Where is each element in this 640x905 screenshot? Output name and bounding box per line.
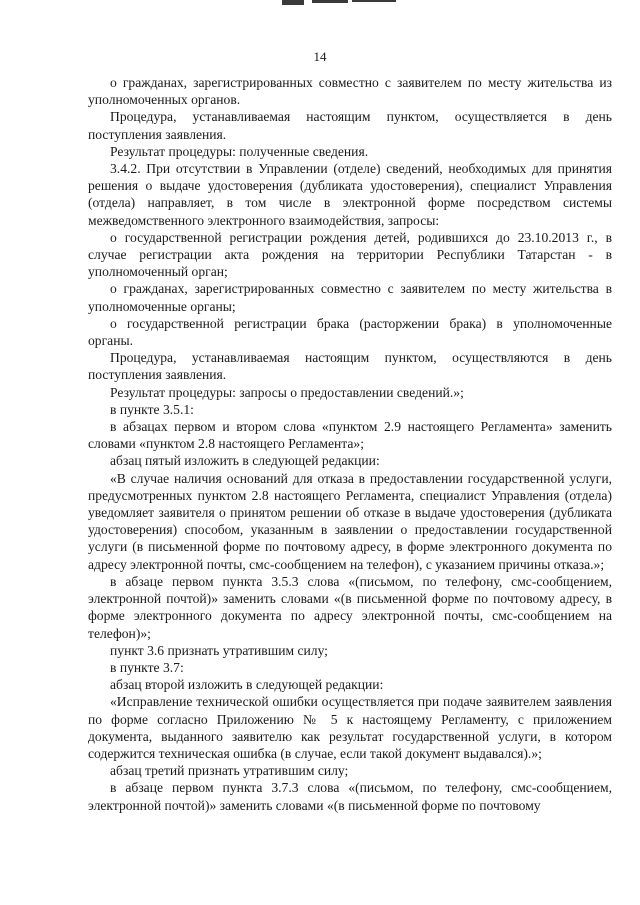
paragraph: «Исправление технической ошибки осуществляется при подаче заявителем заявления по форме согласно Приложению № 5 к настоящему Регламенту, с приложением документа, выданного заявителю как результат государственной услуги, в котором содержится техническая ошибка (в случае, если такой документ выдавался).»;	[88, 694, 612, 761]
document-body	[88, 74, 612, 814]
paragraph: в абзаце первом пункта 3.5.3 слова «(письмом, по телефону, смс-сообщением, электронной почтой)» заменить словами «(в письменной форме по почтовому адресу, в форме электронного документа по адресу электронной почты, смс-сообщением на телефон)»;	[88, 573, 612, 641]
scan-artifact-bar	[282, 0, 304, 5]
paragraph: о гражданах, зарегистрированных совместно с заявителем по месту жительства из уполномоченных органов.	[88, 75, 612, 108]
paragraph: в пункте 3.5.1:	[110, 401, 194, 417]
scan-artifact-bar	[352, 0, 396, 2]
paragraph: Результат процедуры: полученные сведения.	[110, 143, 369, 159]
paragraph: «В случае наличия оснований для отказа в предоставлении государственной услуги, предусмотренных пунктом 2.8 настоящего Регламента, специалист Управления (отдела) уведомляет заявителя о принятом решении об отказе в выдаче удостоверения (дубликата удостоверения) способом, указанным в заявлении о предоставлении государственной услуги (в письменной форме по почтовому адресу, в форме электронного документа по адресу электронной почты, смс-сообщением на телефон), с указанием причины отказа.»;	[88, 470, 612, 572]
paragraph: о гражданах, зарегистрированных совместно с заявителем по месту жительства в уполномоченные органы;	[88, 281, 612, 314]
paragraph: в пункте 3.7:	[110, 659, 184, 675]
paragraph: о государственной регистрации брака (расторжении брака) в уполномоченные органы.	[88, 315, 612, 349]
paragraph: в абзаце первом пункта 3.7.3 слова «(письмом, по телефону, смс-сообщением, электронной почтой)» заменить словами «(в письменной форме по почтовому	[88, 780, 612, 813]
paragraph: 3.4.2. При отсутствии в Управлении (отделе) сведений, необходимых для принятия решения о выдаче удостоверения (дубликата удостоверения), специалист Управления (отдела) направляет, в том числе в электронной форме посредством системы межведомственного электронного взаимодействия, запросы:	[88, 161, 612, 228]
paragraph: Процедура, устанавливаемая настоящим пунктом, осуществляются в день поступления заявления.	[88, 350, 612, 383]
paragraph: Процедура, устанавливаемая настоящим пунктом, осуществляется в день поступления заявления.	[88, 109, 612, 142]
paragraph: абзац второй изложить в следующей редакции:	[110, 677, 384, 693]
paragraph: абзац пятый изложить в следующей редакции:	[110, 453, 380, 469]
paragraph: Результат процедуры: запросы о предоставлении сведений.»;	[110, 384, 464, 400]
paragraph: абзац третий признать утратившим силу;	[110, 763, 349, 779]
paragraph: о государственной регистрации рождения детей, родившихся до 23.10.2013 г., в случае регистрации акта рождения на территории Республики Татарстан - в уполномоченный орган;	[88, 229, 612, 280]
page-number: 14	[313, 49, 327, 64]
scan-artifact-bar	[312, 0, 348, 3]
paragraph: в абзацах первом и втором слова «пунктом 2.9 настоящего Регламента» заменить словами «пунктом 2.8 настоящего Регламента»;	[88, 419, 612, 452]
paragraph: пункт 3.6 признать утратившим силу;	[110, 642, 328, 658]
